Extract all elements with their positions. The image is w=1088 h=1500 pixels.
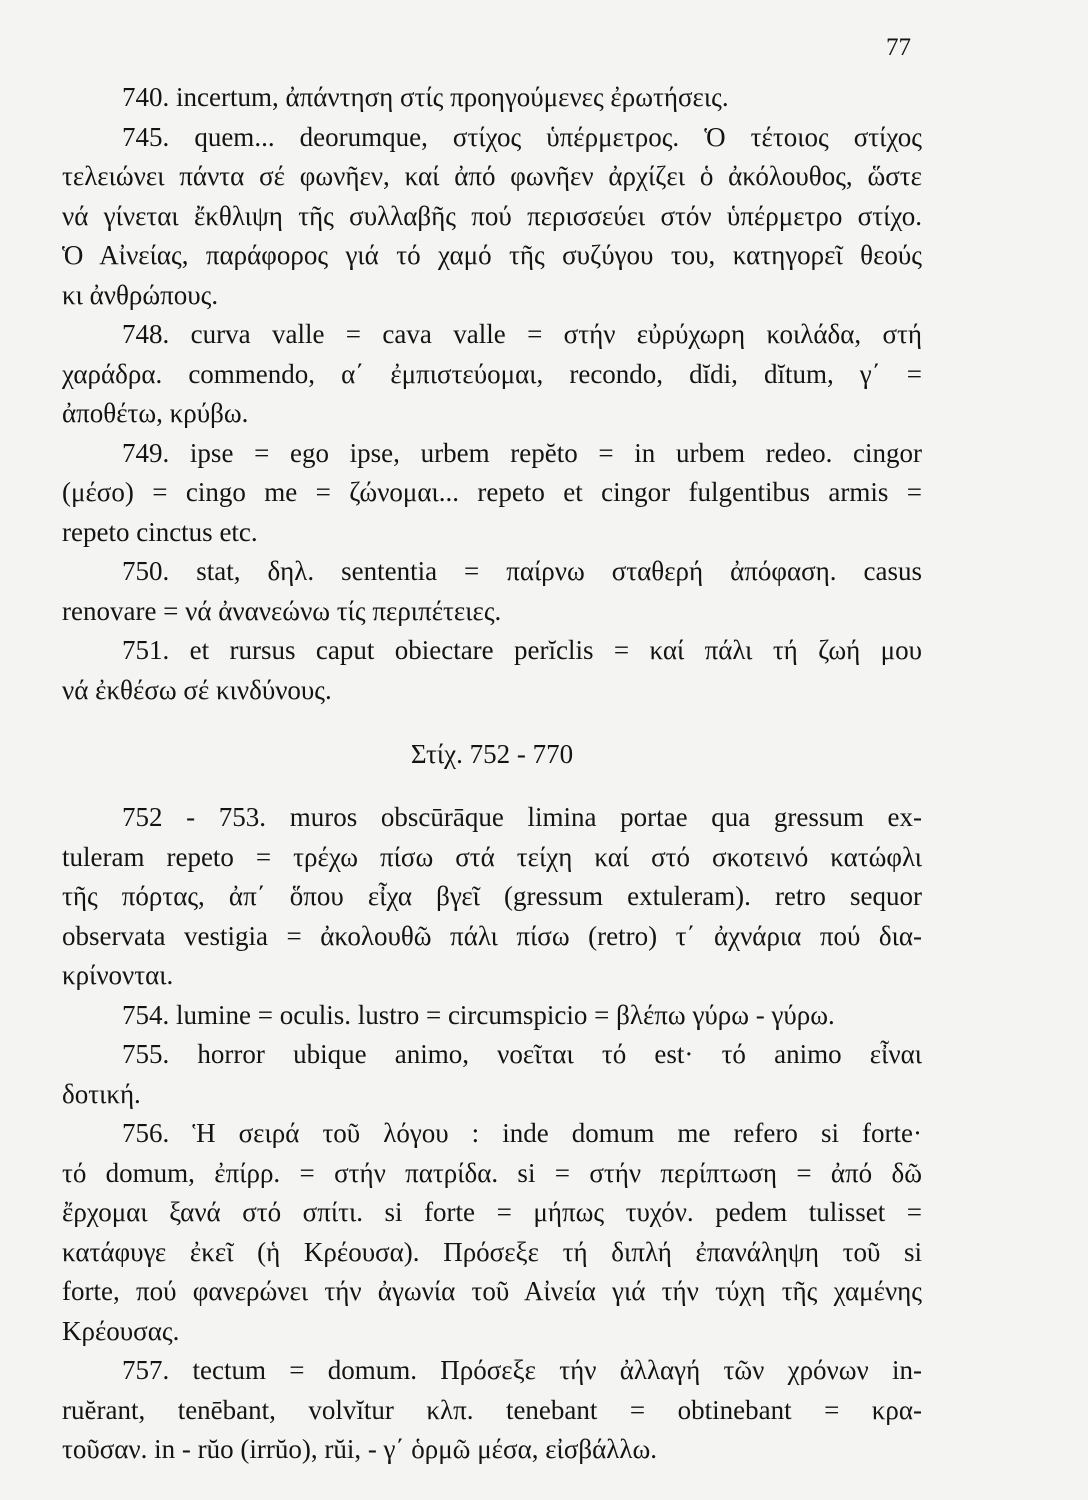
text-line: 754. lumine = oculis. lustro = circumspicio = βλέπω γύρω - γύρω.: [122, 999, 835, 1030]
section-gap: [62, 710, 922, 726]
page-number: 77: [886, 34, 911, 61]
text-line: τελειώνει πάντα σέ φωνῆεν, καί ἀπό φωνῆεν ἀρχίζει ὁ ἀκόλουθος, ὥστε: [62, 161, 922, 191]
text-line: tuleram repeto = τρέχω πίσω στά τείχη καί στό σκοτεινό κατώφλι: [62, 841, 922, 872]
text-line: 755. horror ubique animo, νοεῖται τό est· τό animo εἶναι: [122, 1039, 922, 1069]
text-line: κρίνονται.: [62, 960, 174, 990]
text-line: τῆς πόρτας, ἀπ΄ ὅπου εἶχα βγεῖ (gressum extuleram). retro sequor: [62, 881, 922, 911]
text-line: (μέσο) = cingo me = ζώνομαι... repeto et cingor fulgentibus armis =: [62, 477, 922, 507]
text-line: ἀποθέτω, κρύβω.: [62, 398, 249, 428]
text-line: νά ἐκθέσω σέ κινδύνους.: [62, 674, 332, 705]
text-line: 749. ipse = ego ipse, urbem repĕto = in urbem redeo. cingor: [122, 437, 922, 468]
text-line: 757. tectum = domum. Πρόσεξε τήν ἀλλαγή τῶν χρόνων in-: [122, 1355, 922, 1385]
text-line: χαράδρα. commendo, α΄ ἐμπιστεύομαι, recondo, dĭdi, dĭtum, γ΄ =: [62, 358, 922, 389]
commentary-notes-752-757: [62, 798, 922, 1470]
text-line: δοτική.: [62, 1078, 141, 1109]
text-line: renovare = νά ἀνανεώνω τίς περιπέτειες.: [62, 595, 502, 626]
text-line: νά γίνεται ἔκθλιψη τῆς συλλαβῆς πού περισσεύει στόν ὑπέρμετρο στίχο.: [62, 200, 922, 231]
text-line: κι ἀνθρώπους.: [62, 279, 219, 310]
text-line: 745. quem... deorumque, στίχος ὑπέρμετρος. Ὁ τέτοιος στίχος: [122, 121, 922, 152]
text-line: repeto cinctus etc.: [62, 516, 258, 547]
text-line: 752 - 753. muros obscūrāque limina portae qua gressum ex-: [122, 802, 922, 832]
commentary-notes-740-751: [62, 78, 922, 710]
text-line: observata vestigia = ἀκολουθῶ πάλι πίσω (retro) τ΄ ἀχνάρια πού δια-: [62, 920, 922, 951]
text-line: κατάφυγε ἐκεῖ (ἡ Κρέουσα). Πρόσεξε τή διπλή ἐπανάληψη τοῦ si: [62, 1236, 922, 1267]
section-gap: [62, 782, 922, 798]
text-line: 750. stat, δηλ. sententia = παίρνω σταθερή ἀπόφαση. casus: [122, 556, 922, 586]
section-heading: Στίχ. 752 - 770: [410, 739, 574, 769]
commentary-column: [62, 78, 922, 1470]
text-line: forte, πού φανερώνει τήν ἀγωνία τοῦ Αἰνεία γιά τήν τύχη τῆς χαμένης: [62, 1276, 922, 1306]
text-line: ruĕrant, tenēbant, volvĭtur κλπ. tenebant = obtinebant = κρα-: [62, 1394, 922, 1425]
text-line: τό domum, ἐπίρρ. = στήν πατρίδα. si = στήν περίπτωση = ἀπό δῶ: [62, 1157, 922, 1188]
text-line: 751. et rursus caput obiectare perĭclis = καί πάλι τή ζωή μου: [122, 635, 922, 665]
text-line: τοῦσαν. in - rŭo (irrŭo), rŭi, - γ΄ ὁρμῶ μέσα, εἰσβάλλω.: [62, 1434, 657, 1464]
text-line: 740. incertum, ἀπάντηση στίς προηγούμενες ἐρωτήσεις.: [122, 82, 729, 112]
text-line: ἔρχομαι ξανά στό σπίτι. si forte = μήπως τυχόν. pedem tulisset =: [62, 1197, 922, 1227]
text-line: Κρέουσας.: [62, 1315, 180, 1346]
text-line: 748. curva valle = cava valle = στήν εὐρύχωρη κοιλάδα, στή: [122, 319, 922, 349]
text-line: 756. Ἡ σειρά τοῦ λόγου : inde domum me refero si forte·: [122, 1118, 922, 1148]
text-line: Ὁ Αἰνείας, παράφορος γιά τό χαμό τῆς συζύγου του, κατηγορεῖ θεούς: [62, 240, 922, 270]
